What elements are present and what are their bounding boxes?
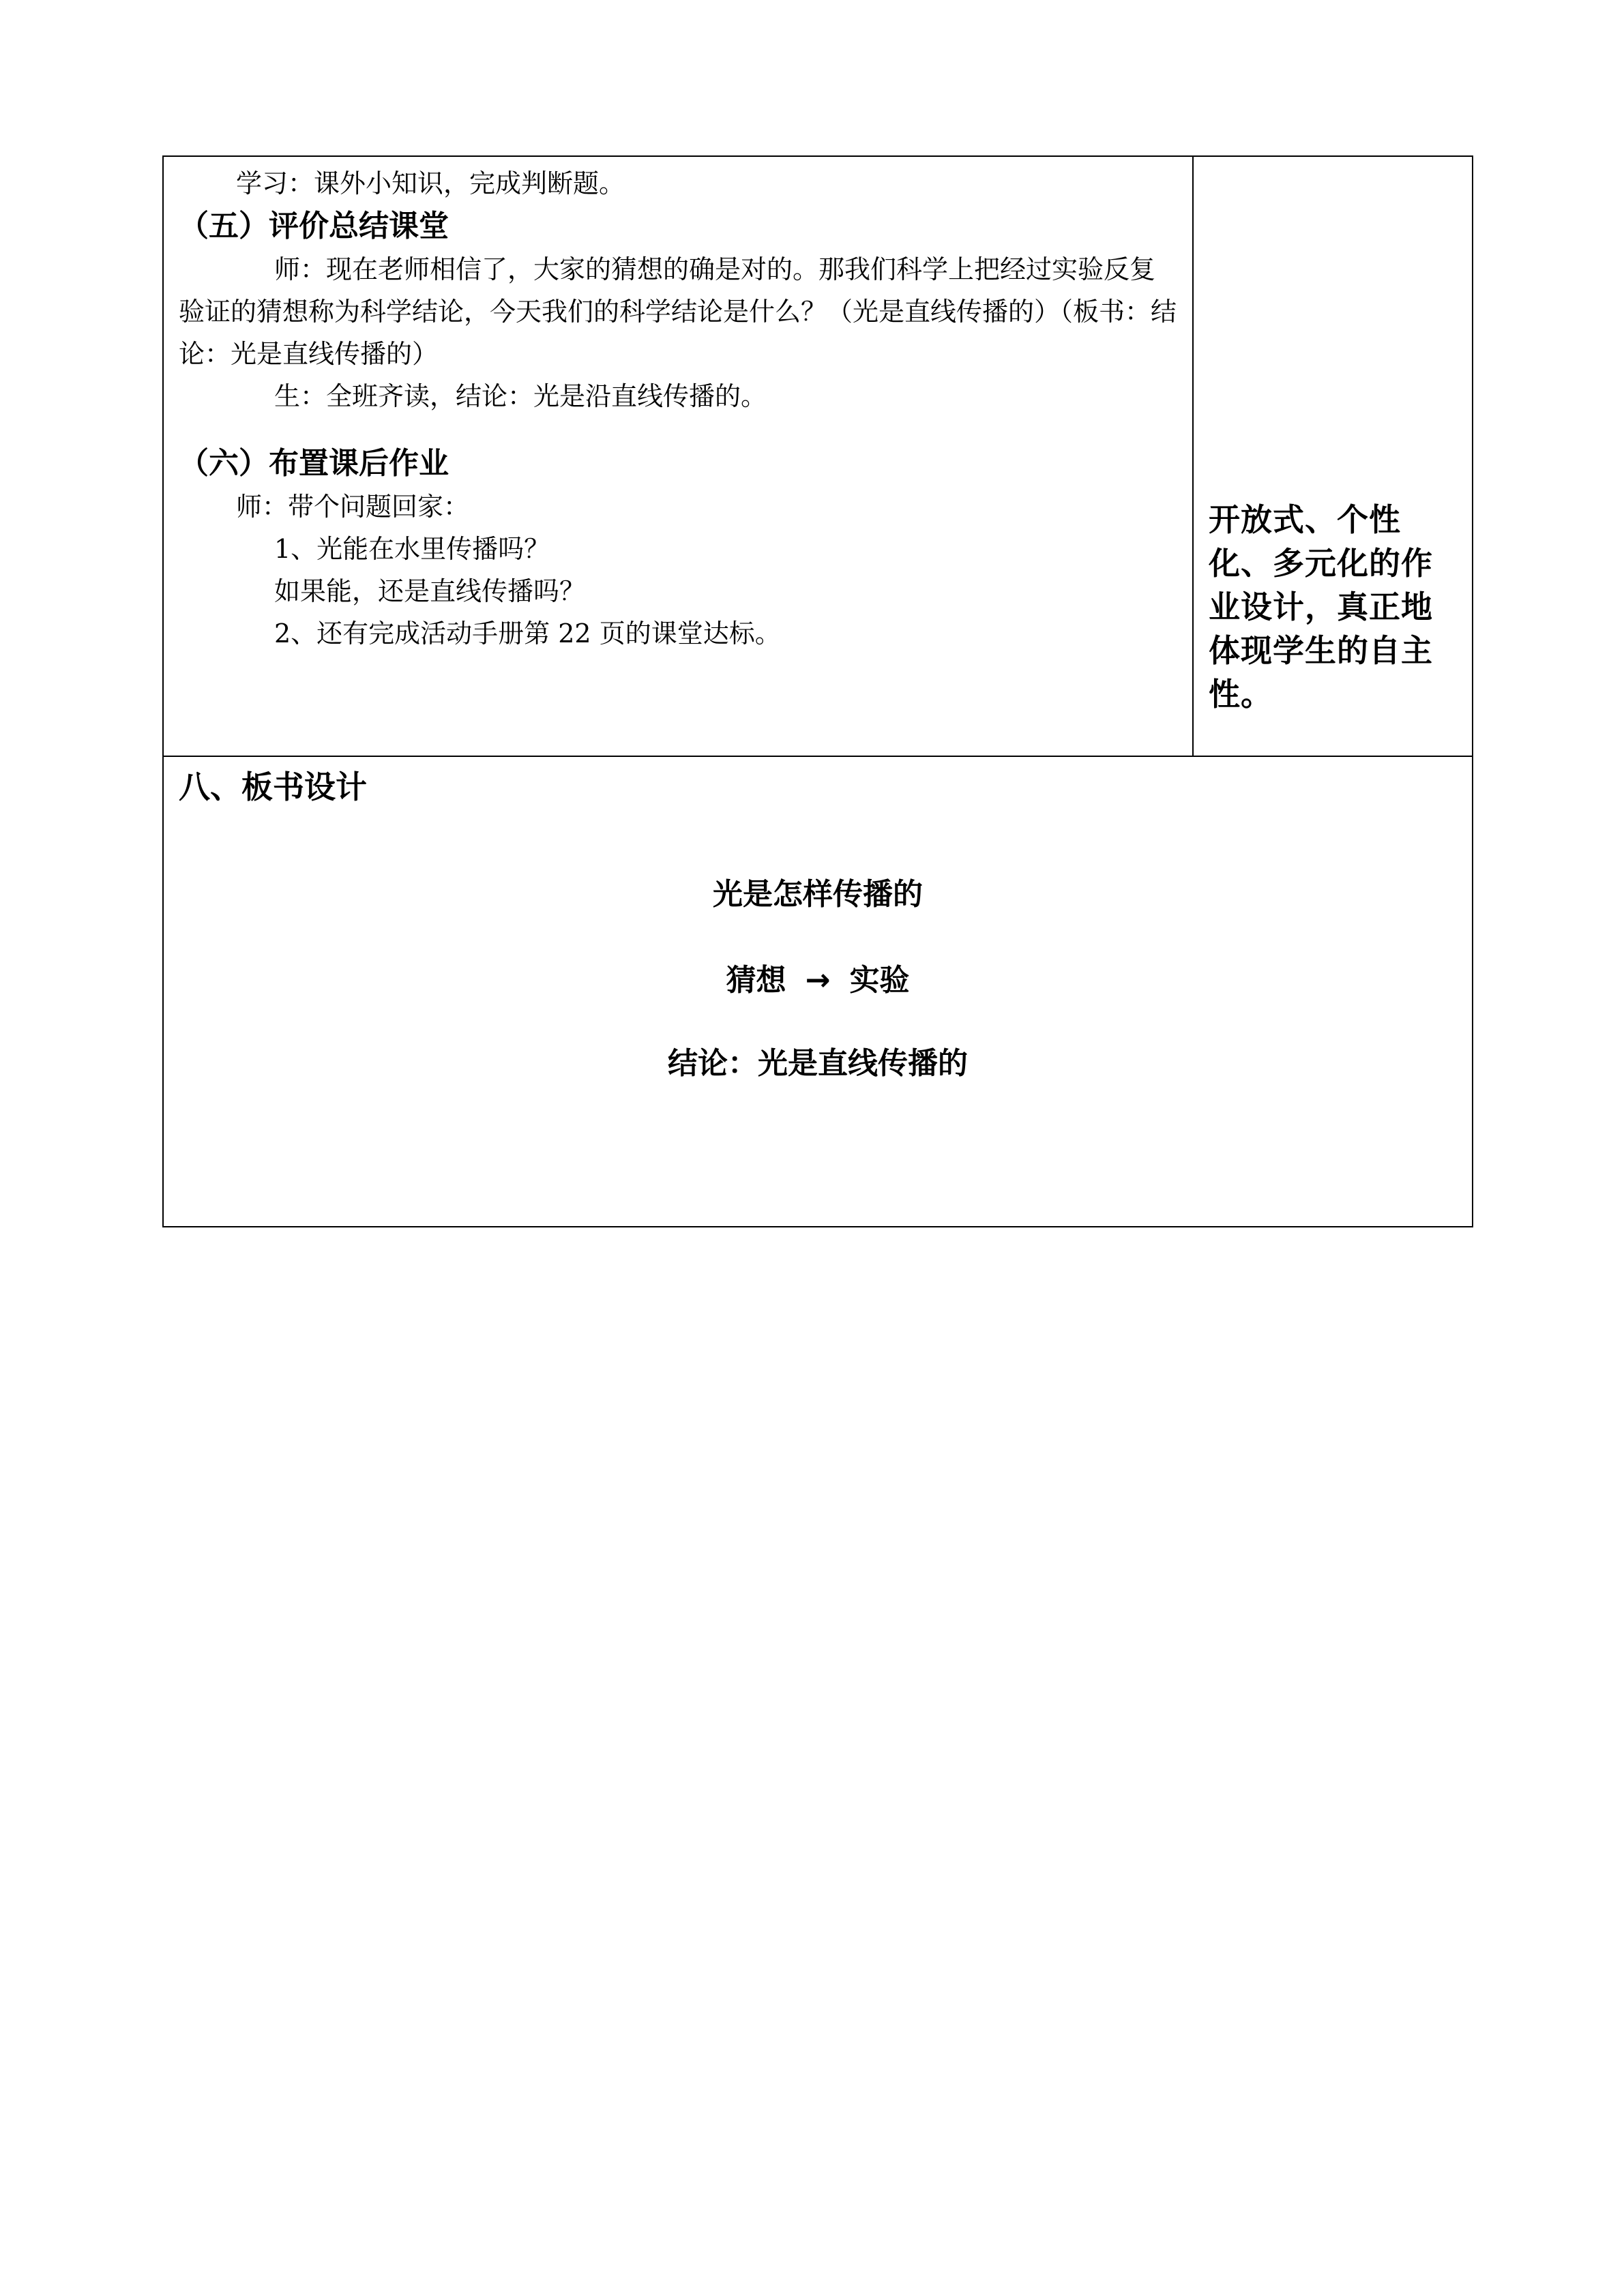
section-six-heading: （六）布置课后作业 [179, 446, 449, 481]
lesson-steps-cell [163, 156, 1193, 756]
section-five-student-line: 生：全班齐读，结论：光是沿直线传播的。 [274, 381, 767, 411]
board-flow [179, 960, 1457, 1001]
homework-item-2: 2、还有完成活动手册第 22 页的课堂达标。 [274, 618, 781, 648]
board-design-heading: 八、板书设计 [179, 769, 367, 805]
section-five-teacher-paragraph: 师：现在老师相信了，大家的猜想的确是对的。那我们科学上把经过实验反复验证的猜想称为科学结论，今天我们的科学结论是什么？（光是直线传播的）（板书：结论：光是直线传播的） [179, 254, 1177, 369]
board-title: 光是怎样传播的 [713, 877, 923, 912]
lesson-plan-table [162, 155, 1473, 1227]
lesson-steps-row [163, 156, 1473, 756]
board-design-cell [163, 756, 1473, 1227]
design-note-cell [1193, 156, 1473, 756]
board-flow-to: 实验 [849, 963, 910, 998]
board-conclusion: 结论：光是直线传播的 [668, 1046, 968, 1081]
homework-item-1-followup: 如果能，还是直线传播吗？ [274, 576, 586, 606]
right-arrow-icon: → [805, 963, 831, 998]
board-flow-from: 猜想 [726, 963, 786, 998]
homework-item-1: 1、光能在水里传播吗？ [274, 534, 550, 564]
design-note-text: 开放式、个性化、多元化的作业设计，真正地体现学生的自主性。 [1209, 501, 1433, 713]
section-six-teacher-line: 师：带个问题回家： [236, 492, 470, 522]
section-five-heading: （五）评价总结课堂 [179, 209, 449, 243]
study-line: 学习：课外小知识，完成判断题。 [236, 168, 625, 198]
board-design-row [163, 756, 1473, 1227]
